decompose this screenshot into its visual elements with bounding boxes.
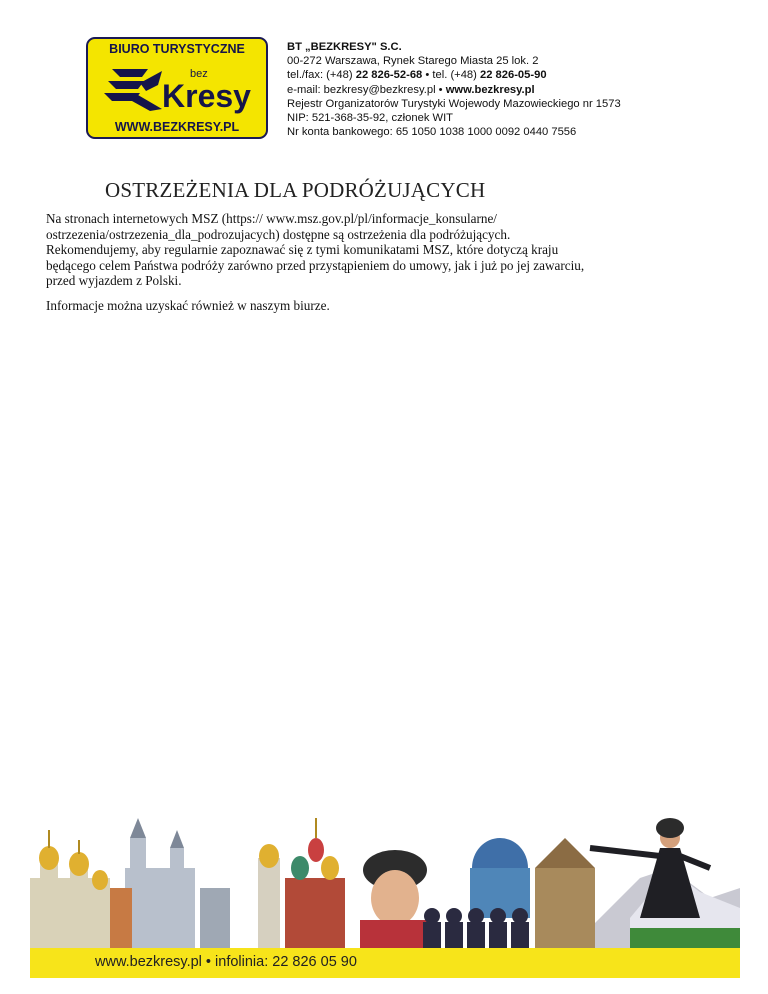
logo-bottom-text: WWW.BEZKRESY.PL: [114, 120, 240, 134]
footer-contact: www.bezkresy.pl • infolinia: 22 826 05 90: [95, 954, 357, 970]
company-bank-account: Nr konta bankowego: 65 1050 1038 1000 0092 0440 7556: [287, 126, 577, 139]
paragraph-info: Informacje można uzyskać również w naszym biurze.: [46, 297, 330, 313]
company-address: 00-272 Warszawa, Rynek Starego Miasta 25 lok. 2: [287, 55, 539, 68]
logo-mark-icon: [102, 63, 254, 119]
paragraph-line: będącego celem Państwa podróży zarówno przed przystąpieniem do umowy, jak i już po jej zawarciu,: [46, 257, 585, 273]
company-info: [287, 40, 621, 139]
body-text: [46, 211, 736, 314]
logo-kresy-text: Kresy: [162, 78, 251, 114]
company-logo: [86, 37, 268, 139]
paragraph-line: Na stronach internetowych MSZ (https:// www.msz.gov.pl/pl/informacje_konsularne/: [46, 211, 497, 226]
paragraph-line: Rekomendujemy, aby regularnie zapoznawać się z tymi komunikatami MSZ, które dotyczą kraju: [46, 242, 559, 258]
company-name: BT „BEZKRESY" S.C.: [287, 41, 402, 53]
logo-top-text: BIURO TURYSTYCZNE: [109, 42, 245, 56]
website-link[interactable]: www.bezkresy.pl: [445, 83, 535, 96]
phone-number: 22 826-52-68: [355, 69, 423, 82]
phone-number-2: 22 826-05-90: [479, 69, 547, 82]
company-phones: tel./fax: (+48) 22 826-52-68 • tel. (+48) 22 826-05-90: [287, 69, 547, 82]
email-text: e-mail: bezkresy@bezkresy.pl •: [287, 83, 446, 96]
page-title: OSTRZEŻENIA DLA PODRÓŻUJĄCYCH: [105, 178, 486, 202]
company-nip: NIP: 521-368-35-92, członek WIT: [287, 112, 454, 125]
company-contact: [287, 83, 621, 97]
company-registry: Rejestr Organizatorów Turystyki Wojewody Mazowieckiego nr 1573: [287, 97, 621, 110]
paragraph-line: przed wyjazdem z Polski.: [46, 273, 182, 289]
logo-bez-text: bez: [190, 68, 208, 80]
paragraph-line: ostrzezenia/ostrzezenia_dla_podrozujacych) dostępne są ostrzeżenia dla podróżujących.: [46, 226, 511, 242]
